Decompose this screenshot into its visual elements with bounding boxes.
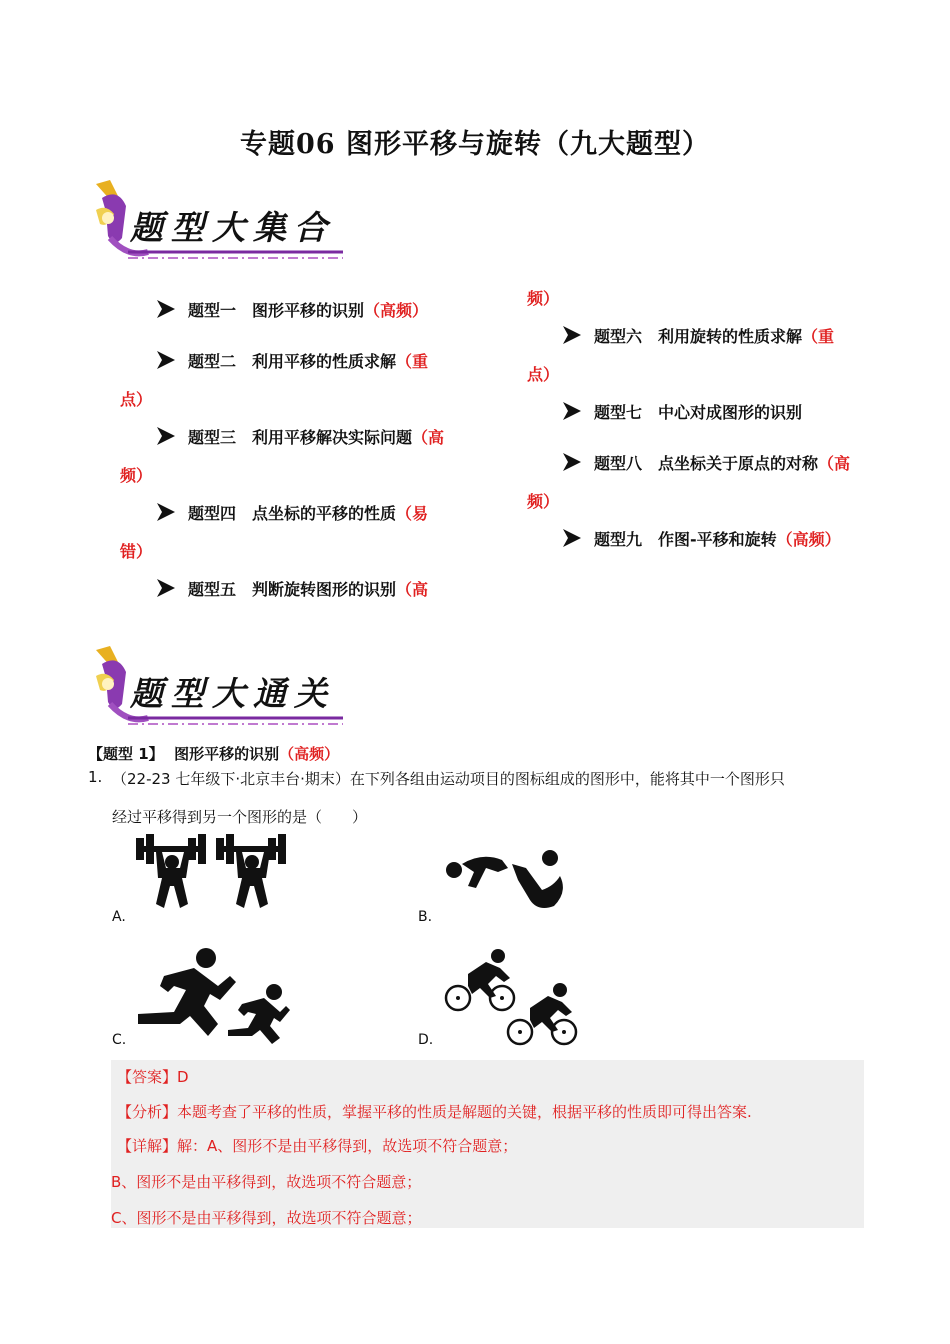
weightlifting-icon-pair (136, 834, 288, 914)
arrowhead-icon (156, 299, 176, 319)
toc-item-9[interactable]: 题型九 作图-平移和旋转（高频） (562, 527, 841, 550)
arrowhead-icon (156, 578, 176, 598)
arrowhead-icon (562, 325, 582, 345)
toc-item-5-continuation: 频） (527, 289, 560, 308)
question-text-line1: （22-23 七年级下·北京丰台·期末）在下列各组由运动项目的图标组成的图形中，能将其中一个图形只 (112, 770, 785, 788)
detail-line: 【详解】解：A、图形不是由平移得到，故选项不符合题意； (117, 1137, 518, 1155)
arrowhead-icon (562, 528, 582, 548)
toc-item-7[interactable]: 题型七 中心对成图形的识别 (562, 400, 802, 423)
banner-type-collection (88, 178, 348, 264)
banner-type-practice (88, 644, 348, 730)
arrowhead-icon (562, 401, 582, 421)
toc-item-6[interactable]: 题型六 利用旋转的性质求解（重 (562, 324, 834, 347)
option-a-label[interactable]: A. (112, 909, 126, 925)
toc-item-8[interactable]: 题型八 点坐标关于原点的对称（高 (562, 451, 850, 474)
running-icon-pair (134, 946, 290, 1046)
arrowhead-icon (156, 350, 176, 370)
cycling-icon-pair (442, 948, 580, 1048)
analysis-line: 【分析】本题考查了平移的性质，掌握平移的性质是解题的关键，根据平移的性质即可得出答案. (117, 1103, 752, 1121)
option-c-label[interactable]: C. (112, 1032, 127, 1048)
answer-line: 【答案】D (117, 1068, 189, 1086)
banner-text: 题型大通关 (130, 674, 335, 713)
toc-item-8-continuation: 频） (527, 492, 560, 511)
arrowhead-icon (562, 452, 582, 472)
option-d-label[interactable]: D. (418, 1032, 434, 1048)
toc-item-1[interactable]: 题型一 图形平移的识别（高频） (156, 298, 428, 321)
section-heading: 【题型 1】 图形平移的识别（高频） (88, 745, 340, 763)
toc-item-4-continuation: 错） (120, 542, 153, 561)
detail-line-b: B、图形不是由平移得到，故选项不符合题意； (111, 1173, 422, 1191)
question-text-line2: 经过平移得到另一个图形的是（ ） (112, 808, 368, 826)
option-b-label[interactable]: B. (418, 909, 433, 925)
toc-item-2-continuation: 点） (120, 390, 153, 409)
arrowhead-icon (156, 426, 176, 446)
answer-panel (111, 1060, 864, 1228)
toc-item-6-continuation: 点） (527, 365, 560, 384)
toc-item-5[interactable]: 题型五 判断旋转图形的识别（高 (156, 577, 428, 600)
detail-line-c: C、图形不是由平移得到，故选项不符合题意； (111, 1209, 422, 1227)
banner-text: 题型大集合 (130, 208, 335, 247)
toc-item-4[interactable]: 题型四 点坐标的平移的性质（易 (156, 501, 428, 524)
arrowhead-icon (156, 502, 176, 522)
toc-item-3[interactable]: 题型三 利用平移解决实际问题（高 (156, 425, 444, 448)
page-title: 专题06 图形平移与旋转（九大题型） (240, 129, 710, 160)
question-number: 1. (88, 768, 103, 786)
toc-item-3-continuation: 频） (120, 466, 153, 485)
gymnastics-icon-pair (442, 846, 570, 912)
toc-item-2[interactable]: 题型二 利用平移的性质求解（重 (156, 349, 428, 372)
